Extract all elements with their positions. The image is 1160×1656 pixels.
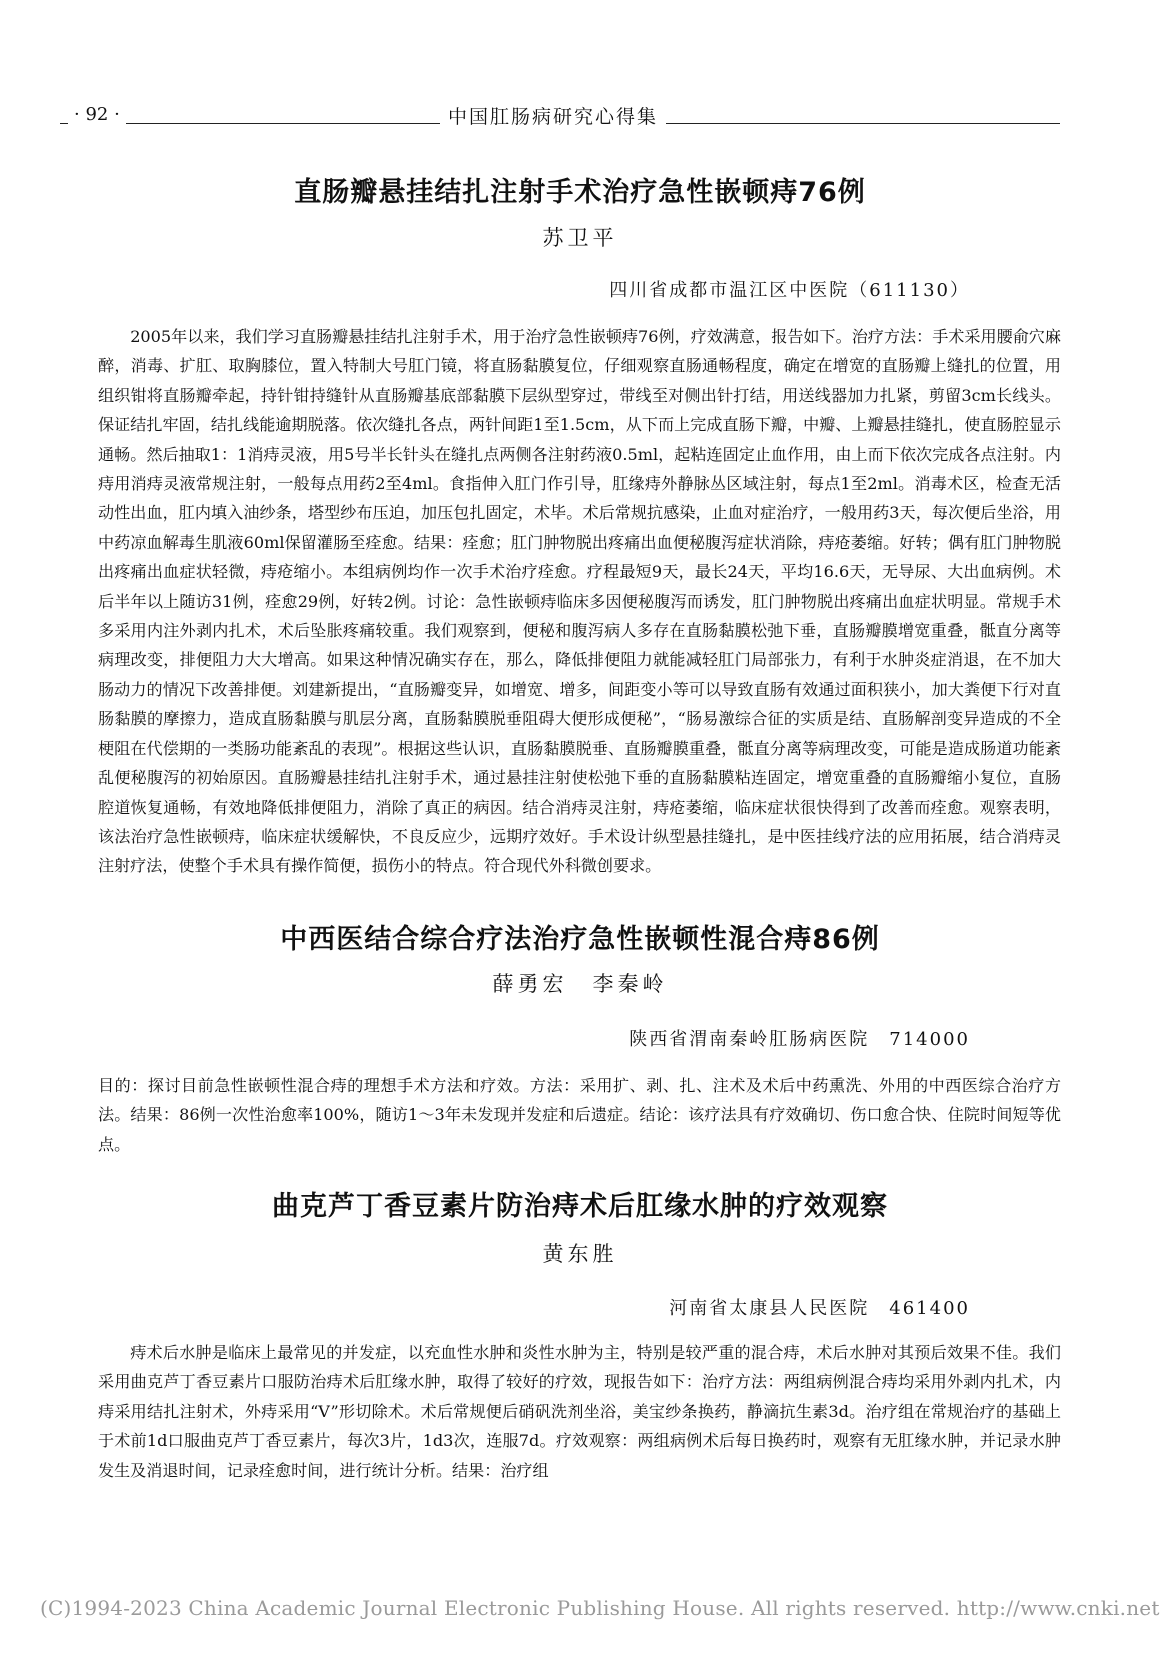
article-affiliation: 陕西省渭南秦岭肛肠病医院 714000 <box>629 1029 970 1050</box>
article-affiliation: 四川省成都市温江区中医院（611130） <box>609 280 970 301</box>
article-authors: 苏卫平 <box>542 226 618 250</box>
page-number: · 92 · <box>68 104 126 125</box>
article-authors: 薛勇宏 李秦岭 <box>492 972 668 996</box>
article-authors: 黄东胜 <box>542 1242 618 1266</box>
article-affiliation: 河南省太康县人民医院 461400 <box>669 1298 970 1319</box>
article-body: 目的：探讨目前急性嵌顿性混合痔的理想手术方法和疗效。方法：采用扩、剥、扎、注术及术后中药熏洗、外用的中西医综合治疗方法。结果：86例一次性治愈率100%，随访1～3年未发现并发症和后遗症。结论：该疗法具有疗效确切、伤口愈合快、住院时间短等优点。 <box>98 1076 1061 1154</box>
article-body: 痔术后水肿是临床上最常见的并发症，以充血性水肿和炎性水肿为主，特别是较严重的混合痔，术后水肿对其预后效果不佳。我们采用曲克芦丁香豆素片口服防治痔术后肛缘水肿，取得了较好的疗效，现报告如下：治疗方法：两组病例混合痔均采用外剥内扎术，内痔采用结扎注射术，外痔采用“V”形切除术。术后常规便后硝矾洗剂坐浴，美宝纱条换药，静滴抗生素3d。治疗组在常规治疗的基础上于术前1d口服曲克芦丁香豆素片，每次3片，1d3次，连服7d。疗效观察：两组病例术后每日换药时，观察有无肛缘水肿，并记录水肿发生及消退时间，记录痊愈时间，进行统计分析。结果：治疗组 <box>98 1343 1061 1480</box>
article-title: 中西医结合综合疗法治疗急性嵌顿性混合痔86例 <box>280 924 880 955</box>
copyright-footer: (C)1994-2023 China Academic Journal Electronic Publishing House. All rights reserved. http://www.cnki.net <box>40 1596 1160 1620</box>
article-title: 直肠瓣悬挂结扎注射手术治疗急性嵌顿痔76例 <box>294 177 866 208</box>
journal-title: 中国肛肠病研究心得集 <box>440 102 666 129</box>
article-title: 曲克芦丁香豆素片防治痔术后肛缘水肿的疗效观察 <box>272 1191 888 1222</box>
article-body: 2005年以来，我们学习直肠瓣悬挂结扎注射手术，用于治疗急性嵌顿痔76例，疗效满意，报告如下。治疗方法：手术采用腰俞穴麻醉，消毒、扩肛、取胸膝位，置入特制大号肛门镜，将直肠黏膜复位，仔细观察直肠通畅程度，确定在增宽的直肠瓣上缝扎的位置，用组织钳将直肠瓣牵起，持针钳持缝针从直肠瓣基底部黏膜下层纵型穿过，带线至对侧出针打结，用送线器加力扎紧，剪留3cm长线头。保证结扎牢固，结扎线能逾期脱落。依次缝扎各点，两针间距1至1.5cm，从下而上完成直肠下瓣，中瓣、上瓣悬挂缝扎，使直肠腔显示通畅。然后抽取1：1消痔灵液，用5号半长针头在缝扎点两侧各注射药液0.5ml，起粘连固定止血作用，由上而下依次完成各点注射。内痔用消痔灵液常规注射，一般每点用药2至4ml。食指伸入肛门作引导，肛缘痔外静脉丛区域注射，每点1至2ml。消毒术区，检查无活动性出血，肛内填入油纱条，塔型纱布压迫，加压包扎固定，术毕。术后常规抗感染，止血对症治疗，一般用药3天，每次便后坐浴，用中药凉血解毒生肌液60ml保留灌肠至痊愈。结果：痊愈；肛门肿物脱出疼痛出血便秘腹泻症状消除，痔疮萎缩。好转；偶有肛门肿物脱出疼痛出血症状轻微，痔疮缩小。本组病例均作一次手术治疗痊愈。疗程最短9天，最长24天，平均16.6天，无导尿、大出血病例。术后半年以上随访31例，痊愈29例，好转2例。讨论：急性嵌顿痔临床多因便秘腹泻而诱发，肛门肿物脱出疼痛出血症状明显。常规手术多采用内注外剥内扎术，术后坠胀疼痛较重。我们观察到，便秘和腹泻病人多存在直肠黏膜松弛下垂，直肠瓣膜增宽重叠，骶直分离等病理改变，排便阻力大大增高。如果这种情况确实存在，那么，降低排便阻力就能减轻肛门局部张力，有利于水肿炎症消退，在不加大肠动力的情况下改善排便。刘建新提出，“直肠瓣变异，如增宽、增多，间距变小等可以导致直肠有效通过面积狭小，加大粪便下行对直肠黏膜的摩擦力，造成直肠黏膜与肌层分离，直肠黏膜脱垂阻碍大便形成便秘”，“肠易激综合征的实质是结、直肠解剖变异造成的不全梗阻在代偿期的一类肠功能紊乱的表现”。根据这些认识，直肠黏膜脱垂、直肠瓣膜重叠，骶直分离等病理改变，可能是造成肠道功能紊乱便秘腹泻的初始原因。直肠瓣悬挂结扎注射手术，通过悬挂注射使松弛下垂的直肠黏膜粘连固定，增宽重叠的直肠瓣缩小复位，直肠腔道恢复通畅，有效地降低排便阻力，消除了真正的病因。结合消痔灵注射，痔疮萎缩，临床症状很快得到了改善而痊愈。观察表明，该法治疗急性嵌顿痔，临床症状缓解快，不良反应少，远期疗效好。手术设计纵型悬挂缝扎，是中医挂线疗法的应用拓展，结合消痔灵注射疗法，使整个手术具有操作简便，损伤小的特点。符合现代外科微创要求。 <box>98 327 1061 876</box>
running-header <box>60 100 1060 130</box>
